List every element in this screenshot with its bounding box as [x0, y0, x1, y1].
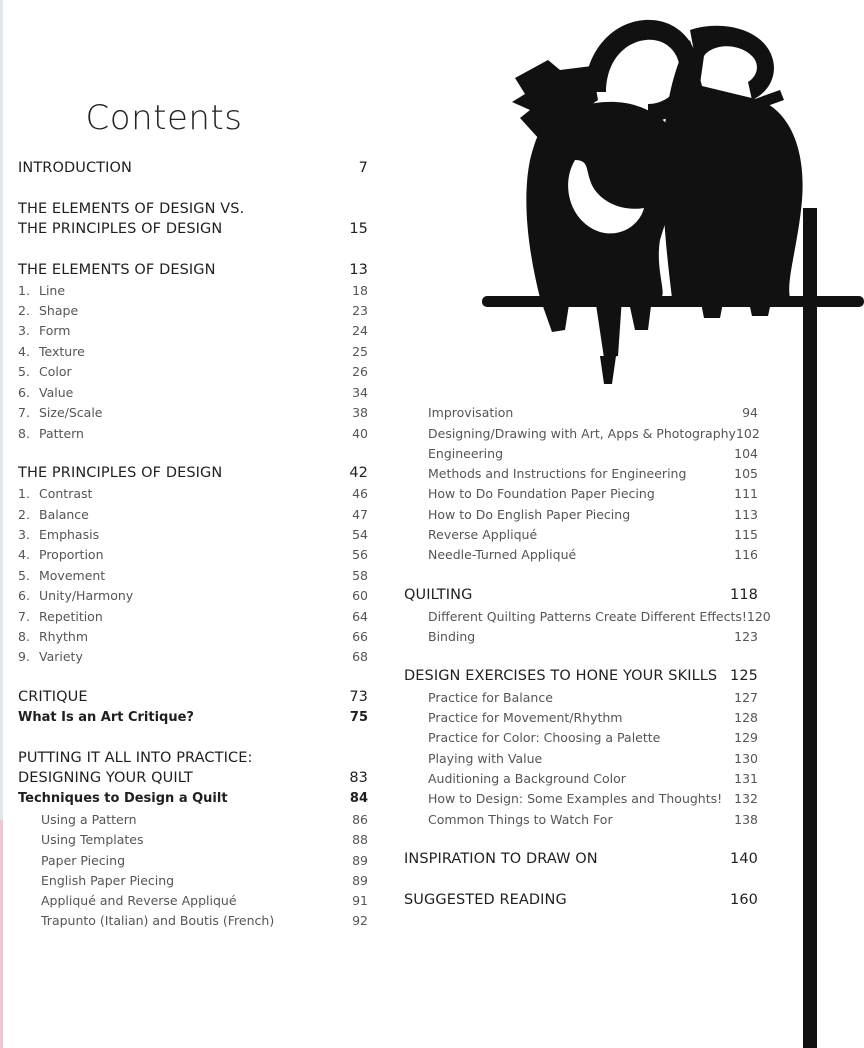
toc-entry-quilting-patterns[interactable]: Different Quilting Patterns Create Different Effects! 120 — [428, 609, 771, 624]
toc-entry-proportion[interactable]: 4. Proportion 56 — [18, 547, 368, 562]
toc-entry-practice-balance[interactable]: Practice for Balance 127 — [428, 690, 758, 705]
toc-entry-inspiration[interactable]: INSPIRATION TO DRAW ON 140 — [404, 851, 758, 867]
toc-entry-form[interactable]: 3. Form 24 — [18, 323, 368, 338]
toc-entry-reverse-applique[interactable]: Reverse Appliqué 115 — [428, 527, 758, 542]
toc-entry-quilting[interactable]: QUILTING 118 — [404, 587, 758, 603]
toc-entry-common-things[interactable]: Common Things to Watch For 138 — [428, 812, 758, 827]
toc-entry-foundation-paper-piecing[interactable]: How to Do Foundation Paper Piecing 111 — [428, 486, 758, 501]
toc-entry-using-pattern[interactable]: Using a Pattern 86 — [41, 812, 368, 827]
toc-entry-putting-into-practice-line2[interactable]: DESIGNING YOUR QUILT 83 — [18, 770, 368, 786]
toc-entry-introduction[interactable]: INTRODUCTION 7 — [18, 160, 368, 176]
toc-entry-color[interactable]: 5. Color 26 — [18, 364, 368, 379]
toc-entry-how-english-paper-piecing[interactable]: How to Do English Paper Piecing 113 — [428, 507, 758, 522]
pole-vertical — [803, 208, 817, 1048]
toc-entry-designing-drawing[interactable]: Designing/Drawing with Art, Apps & Photography 102 — [428, 426, 760, 441]
toc-entry-trapunto[interactable]: Trapunto (Italian) and Boutis (French) 92 — [41, 913, 368, 928]
toc-entry-what-is-art-critique[interactable]: What Is an Art Critique? 75 — [18, 710, 368, 725]
toc-entry-texture[interactable]: 4. Texture 25 — [18, 344, 368, 359]
page-title: Contents — [85, 98, 243, 138]
toc-entry-binding[interactable]: Binding 123 — [428, 629, 758, 644]
left-bird-body — [526, 102, 679, 298]
toc-entry-principles-of-design[interactable]: THE PRINCIPLES OF DESIGN 42 — [18, 465, 368, 481]
toc-entry-shape[interactable]: 2. Shape 23 — [18, 303, 368, 318]
toc-entry-movement[interactable]: 5. Movement 58 — [18, 568, 368, 583]
toc-entry-auditioning-background[interactable]: Auditioning a Background Color 131 — [428, 771, 758, 786]
toc-entry-practice-movement[interactable]: Practice for Movement/Rhythm 128 — [428, 710, 758, 725]
toc-entry-unity-harmony[interactable]: 6. Unity/Harmony 60 — [18, 588, 368, 603]
toc-entry-repetition[interactable]: 7. Repetition 64 — [18, 609, 368, 624]
toc-entry-improvisation[interactable]: Improvisation 94 — [428, 405, 758, 420]
toc-entry-elements-vs-principles-line1[interactable]: THE ELEMENTS OF DESIGN VS. — [18, 201, 245, 217]
toc-entry-critique[interactable]: CRITIQUE 73 — [18, 689, 368, 705]
toc-entry-balance[interactable]: 2. Balance 47 — [18, 507, 368, 522]
left-bird-leg-3 — [628, 298, 652, 330]
toc-entry-engineering[interactable]: Engineering 104 — [428, 446, 758, 461]
toc-entry-paper-piecing[interactable]: Paper Piecing 89 — [41, 853, 368, 868]
toc-entry-techniques-design-quilt[interactable]: Techniques to Design a Quilt 84 — [18, 791, 368, 806]
toc-entry-practice-color[interactable]: Practice for Color: Choosing a Palette 129 — [428, 730, 758, 745]
toc-entry-rhythm[interactable]: 8. Rhythm 66 — [18, 629, 368, 644]
toc-entry-design-exercises[interactable]: DESIGN EXERCISES TO HONE YOUR SKILLS 125 — [404, 668, 758, 684]
right-bird-body — [663, 40, 803, 298]
toc-entry-elements-of-design[interactable]: THE ELEMENTS OF DESIGN 13 — [18, 262, 368, 278]
toc-entry-english-paper-piecing[interactable]: English Paper Piecing 89 — [41, 873, 368, 888]
toc-entry-contrast[interactable]: 1. Contrast 46 — [18, 486, 368, 501]
toc-entry-size-scale[interactable]: 7. Size/Scale 38 — [18, 405, 368, 420]
left-bird-leg-2 — [595, 298, 622, 358]
toc-entry-putting-into-practice-line1[interactable]: PUTTING IT ALL INTO PRACTICE: — [18, 750, 253, 766]
toc-entry-elements-vs-principles-line2[interactable]: THE PRINCIPLES OF DESIGN 15 — [18, 221, 368, 237]
toc-entry-suggested-reading[interactable]: SUGGESTED READING 160 — [404, 892, 758, 908]
toc-entry-pattern[interactable]: 8. Pattern 40 — [18, 426, 368, 441]
left-bird-leg-1 — [540, 298, 570, 332]
toc-entry-emphasis[interactable]: 3. Emphasis 54 — [18, 527, 368, 542]
toc-entry-playing-value[interactable]: Playing with Value 130 — [428, 751, 758, 766]
toc-entry-needle-turned-applique[interactable]: Needle-Turned Appliqué 116 — [428, 547, 758, 562]
toc-entry-methods-engineering[interactable]: Methods and Instructions for Engineering 105 — [428, 466, 758, 481]
toc-entry-using-templates[interactable]: Using Templates 88 — [41, 832, 368, 847]
toc-entry-applique[interactable]: Appliqué and Reverse Appliqué 91 — [41, 893, 368, 908]
toc-entry-line[interactable]: 1. Line 18 — [18, 283, 368, 298]
toc-entry-variety[interactable]: 9. Variety 68 — [18, 649, 368, 664]
right-bird-leg-1 — [700, 298, 724, 318]
right-bird-leg-2 — [748, 298, 772, 316]
toc-entry-value[interactable]: 6. Value 34 — [18, 385, 368, 400]
left-bird-drip — [600, 356, 616, 384]
toc-entry-how-to-design[interactable]: How to Design: Some Examples and Thoughts! 132 — [428, 791, 758, 806]
